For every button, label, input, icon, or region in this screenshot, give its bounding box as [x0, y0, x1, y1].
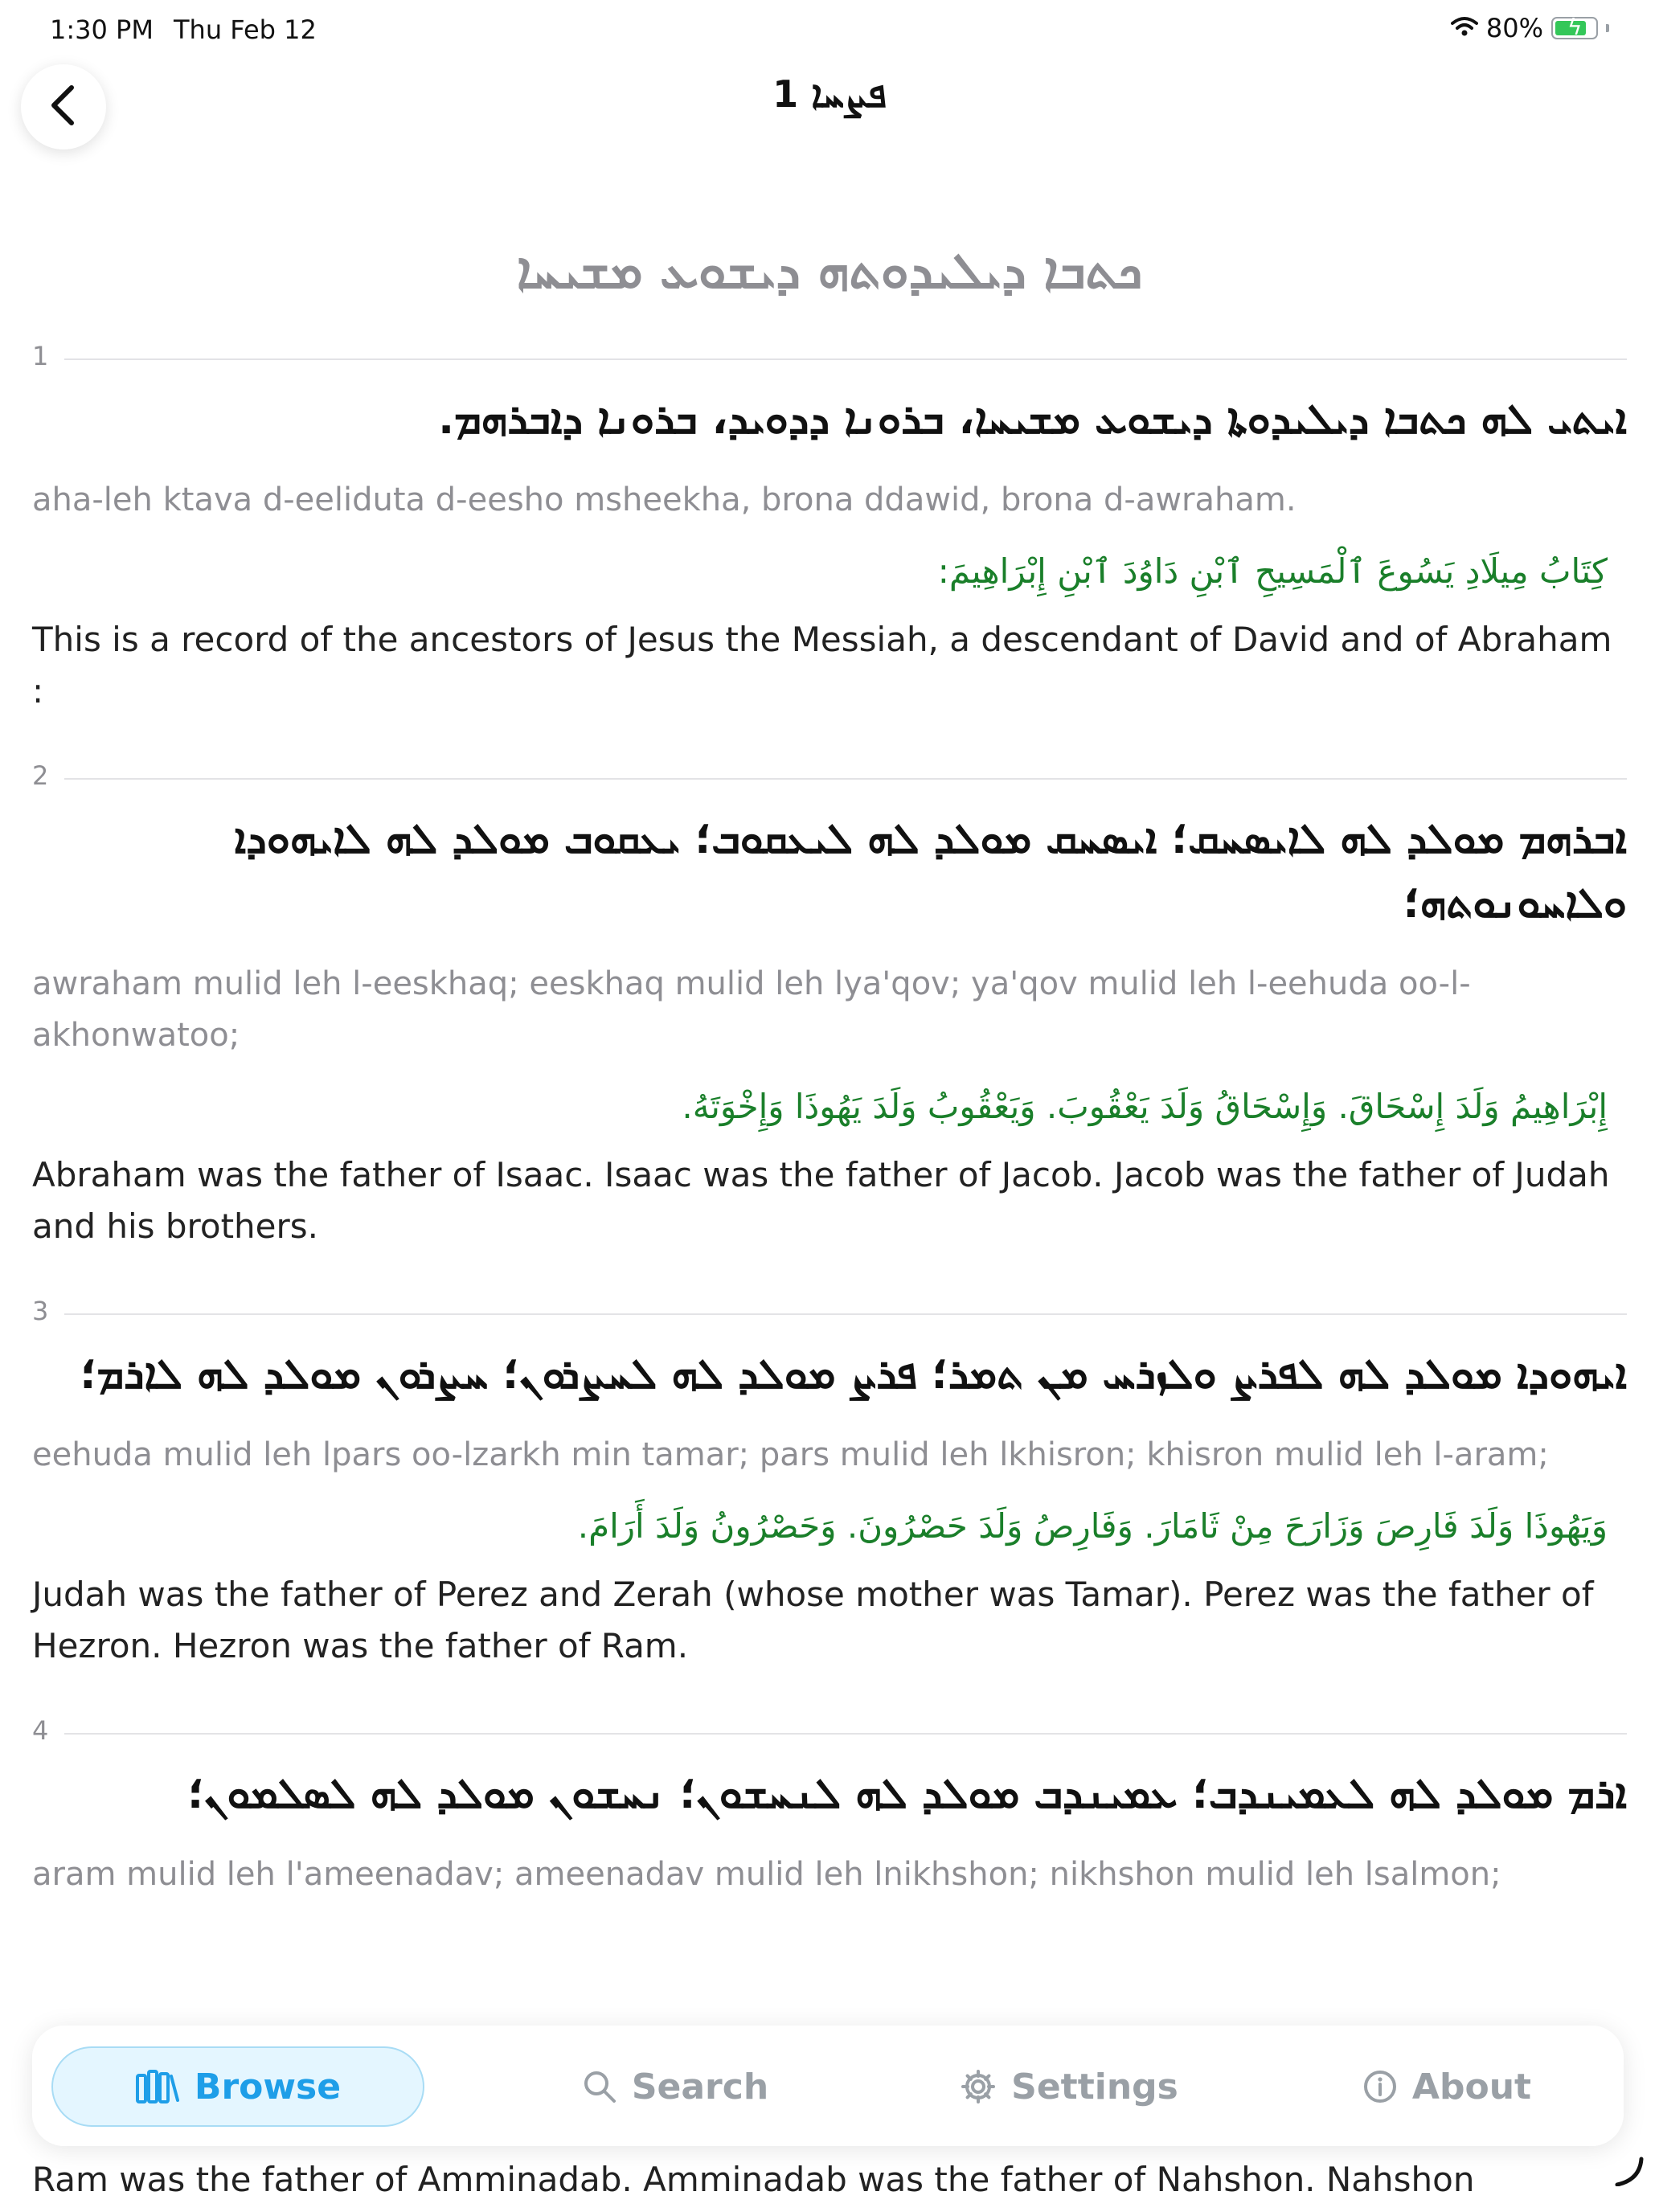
- book-heading: ܟܬܒܐ ܕܝܠܝܕܘܬܗ ܕܝܫܘܥ ܡܫܝܚܐ: [516, 241, 1143, 300]
- tab-search[interactable]: [514, 2046, 836, 2127]
- verse-number: 1: [32, 341, 1627, 373]
- verse: [0, 1715, 1659, 1900]
- tab-label: Settings: [1011, 2066, 1178, 2108]
- chapter-title: ܦܨܚܐ 1: [772, 72, 887, 116]
- verse-arabic: كِتَابُ مِيلَادِ يَسُوعَ ٱلْمَسِيحِ ٱبْنِ دَاوُدَ ٱبْنِ إِبْرَاهِيمَ:: [937, 551, 1608, 591]
- tab-label: About: [1411, 2066, 1532, 2108]
- verse: [0, 760, 1659, 1252]
- verse-divider: [64, 358, 1627, 360]
- verse-arabic: إِبْرَاهِيمُ وَلَدَ إِسْحَاقَ. وَإِسْحَاقُ وَلَدَ يَعْقُوبَ. وَيَعْقُوبُ وَلَدَ يَهُوذَا وَإِخْوَتَهُ.: [682, 1087, 1608, 1126]
- status-indicators: [1451, 13, 1609, 43]
- verse-syriac: ܐܒܪܗܡ ܡܘܠܕ ܠܗ ܠܐܝܣܚܩ؛ ܐܝܣܚܩ ܡܘܠܕ ܠܗ ܠܝܥܩܘܒ؛ ܝܥܩܘܒ ܡܘܠܕ ܠܗ ܠܐܝܗܘܕܐ ܘܠܐܚܘܢܘܬܗ؛: [234, 815, 1627, 928]
- verse: [0, 341, 1659, 717]
- tab-label: Browse: [194, 2066, 342, 2108]
- books-icon: [135, 2069, 180, 2104]
- verse-syriac: ܐܝܬܝ ܠܗ ܟܬܒܐ ܕܝܠܝܕܘܬܐ ܕܝܫܘܥ ܡܫܝܚܐ، ܒܪܘܢܐ ܕܕܘܝܕ، ܒܪܘܢܐ ܕܐܒܪܗܡ.: [438, 395, 1627, 444]
- verse-syriac: ܐܝܗܘܕܐ ܡܘܠܕ ܠܗ ܠܦܪܨ ܘܠܙܪܚ ܡܢ ܬܡܪ؛ ܦܪܨ ܡܘܠܕ ܠܗ ܠܚܨܪܘܢ؛ ܚܨܪܘܢ ܡܘܠܕ ܠܗ ܠܐܪܡ؛: [80, 1350, 1627, 1399]
- status-bar: [0, 0, 1659, 56]
- tab-browse[interactable]: [51, 2046, 424, 2127]
- verse-divider: [64, 1733, 1627, 1735]
- battery-percent: 80%: [1485, 13, 1543, 43]
- tab-about[interactable]: [1286, 2046, 1608, 2127]
- verse-transliteration: aram mulid leh l'ameenadav; ameenadav mulid leh lnikhshon; nikhshon mulid leh lsalmon;: [32, 1856, 1501, 1893]
- verse-english-partial: Ram was the father of Amminadab. Amminadab was the father of Nahshon. Nahshon: [32, 2160, 1475, 2199]
- verse-arabic: وَيَهُوذَا وَلَدَ فَارِصَ وَزَارَحَ مِنْ ثَامَارَ. وَفَارِصُ وَلَدَ حَصْرُونَ. وَحَصْرُونُ وَلَدَ أَرَامَ.: [577, 1506, 1608, 1546]
- tab-settings[interactable]: [884, 2046, 1254, 2127]
- search-icon: [582, 2069, 617, 2104]
- verse-transliteration: aha-leh ktava d-eeliduta d-eesho msheekha, brona ddawid, brona d-awraham.: [32, 481, 1296, 518]
- verse-english: This is a record of the ancestors of Jesus the Messiah, a descendant of David and of Abraham :: [32, 620, 1612, 711]
- scroll-corner-icon: [1612, 2154, 1645, 2189]
- battery-icon: ϟ: [1551, 17, 1598, 39]
- battery-cap: [1606, 24, 1609, 32]
- verse-divider: [64, 1313, 1627, 1315]
- tab-label: Search: [631, 2066, 769, 2108]
- info-icon: [1362, 2069, 1398, 2104]
- verse-number: 4: [32, 1715, 1627, 1747]
- verse-transliteration: awraham mulid leh l-eeskhaq; eeskhaq mulid leh lya'qov; ya'qov mulid leh l-eehuda oo-l-akhonwatoo;: [32, 965, 1471, 1054]
- verse-syriac: ܐܪܡ ܡܘܠܕ ܠܗ ܠܥܡܝܢܕܒ؛ ܥܡܝܢܕܒ ܡܘܠܕ ܠܗ ܠܢܚܫܘܢ؛ ܢܚܫܘܢ ܡܘܠܕ ܠܗ ܠܣܠܡܘܢ؛: [187, 1770, 1627, 1818]
- chapter-content: [0, 241, 1659, 1900]
- status-time: 1:30 PM: [50, 14, 154, 45]
- verse-english: Abraham was the father of Isaac. Isaac was the father of Jacob. Jacob was the father of Judah and his brothers.: [32, 1155, 1610, 1246]
- verse: [0, 1296, 1659, 1672]
- verse-number: 3: [32, 1296, 1627, 1328]
- verse-english: Judah was the father of Perez and Zerah (whose mother was Tamar). Perez was the father of Hezron. Hezron was the father of Ram.: [32, 1575, 1594, 1665]
- header: [0, 56, 1659, 145]
- wifi-icon: [1451, 13, 1478, 43]
- verse-number: 2: [32, 760, 1627, 793]
- status-date: Thu Feb 12: [174, 14, 317, 45]
- tab-bar: [32, 2026, 1624, 2146]
- verse-transliteration: eehuda mulid leh lpars oo-lzarkh min tamar; pars mulid leh lkhisron; khisron mulid leh l-aram;: [32, 1436, 1549, 1473]
- gear-icon: [960, 2068, 997, 2105]
- verse-divider: [64, 778, 1627, 780]
